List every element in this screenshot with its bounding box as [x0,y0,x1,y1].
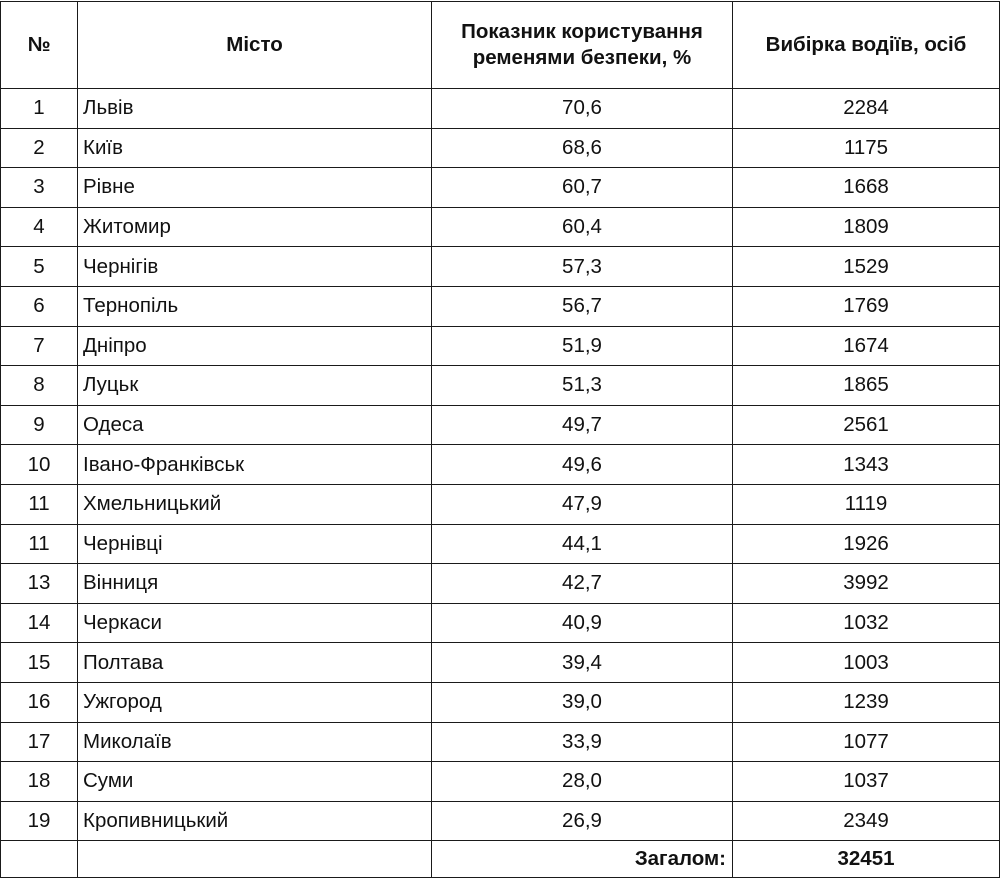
row-number: 1 [1,89,78,129]
sample-cell: 1926 [733,524,1000,564]
table-row [1,247,1000,287]
table-row [1,801,1000,841]
sample-cell: 1674 [733,326,1000,366]
sample-cell: 1077 [733,722,1000,762]
city-cell: Полтава [78,643,432,683]
rate-cell: 70,6 [432,89,733,129]
rate-cell: 44,1 [432,524,733,564]
rate-cell: 39,0 [432,682,733,722]
header-sample: Вибірка водіїв, осіб [733,2,1000,89]
row-number: 7 [1,326,78,366]
row-number: 13 [1,564,78,604]
sample-cell: 2349 [733,801,1000,841]
table-row [1,722,1000,762]
rate-cell: 47,9 [432,484,733,524]
table-row [1,564,1000,604]
city-cell: Львів [78,89,432,129]
header-num: № [1,2,78,89]
table-row [1,405,1000,445]
table-row [1,603,1000,643]
total-row [1,841,1000,878]
row-number: 5 [1,247,78,287]
rate-cell: 60,4 [432,207,733,247]
city-cell: Житомир [78,207,432,247]
table-row [1,643,1000,683]
city-cell: Ужгород [78,682,432,722]
city-cell: Чернігів [78,247,432,287]
sample-cell: 1003 [733,643,1000,683]
sample-cell: 1343 [733,445,1000,485]
rate-cell: 39,4 [432,643,733,683]
header-rate [432,2,733,89]
table-row [1,484,1000,524]
rate-cell: 68,6 [432,128,733,168]
row-number: 10 [1,445,78,485]
sample-cell: 3992 [733,564,1000,604]
rate-cell: 51,3 [432,366,733,406]
city-cell: Кропивницький [78,801,432,841]
rate-cell: 28,0 [432,762,733,802]
row-number: 9 [1,405,78,445]
sample-cell: 2561 [733,405,1000,445]
city-cell: Тернопіль [78,286,432,326]
city-cell: Луцьк [78,366,432,406]
city-cell: Суми [78,762,432,802]
row-number: 14 [1,603,78,643]
row-number: 2 [1,128,78,168]
header-row [1,2,1000,89]
row-number: 16 [1,682,78,722]
table-row [1,366,1000,406]
header-rate-line1: Показник користування [461,20,703,43]
total-empty-num [1,841,78,878]
row-number: 11 [1,484,78,524]
rate-cell: 49,7 [432,405,733,445]
total-value: 32451 [733,841,1000,878]
rate-cell: 40,9 [432,603,733,643]
rate-cell: 57,3 [432,247,733,287]
city-cell: Дніпро [78,326,432,366]
table-row [1,682,1000,722]
sample-cell: 1769 [733,286,1000,326]
table-row [1,89,1000,129]
header-city: Місто [78,2,432,89]
table-header [1,2,1000,89]
city-cell: Миколаїв [78,722,432,762]
total-label: Загалом: [432,841,733,878]
header-rate-line2: ременями безпеки, % [472,46,692,69]
rate-cell: 60,7 [432,168,733,208]
sample-cell: 1175 [733,128,1000,168]
row-number: 4 [1,207,78,247]
city-cell: Київ [78,128,432,168]
table-row [1,128,1000,168]
sample-cell: 1119 [733,484,1000,524]
sample-cell: 1865 [733,366,1000,406]
total-empty-city [78,841,432,878]
city-cell: Івано-Франківськ [78,445,432,485]
table-row [1,445,1000,485]
row-number: 18 [1,762,78,802]
seatbelt-usage-table [0,1,1000,878]
row-number: 17 [1,722,78,762]
city-cell: Вінниця [78,564,432,604]
row-number: 8 [1,366,78,406]
rate-cell: 49,6 [432,445,733,485]
row-number: 19 [1,801,78,841]
rate-cell: 56,7 [432,286,733,326]
city-cell: Рівне [78,168,432,208]
city-cell: Черкаси [78,603,432,643]
city-cell: Чернівці [78,524,432,564]
sample-cell: 1239 [733,682,1000,722]
table-row [1,326,1000,366]
rate-cell: 51,9 [432,326,733,366]
table-row [1,762,1000,802]
row-number: 6 [1,286,78,326]
sample-cell: 1037 [733,762,1000,802]
table-row [1,207,1000,247]
table-body [1,89,1000,878]
sample-cell: 1809 [733,207,1000,247]
rate-cell: 26,9 [432,801,733,841]
table-row [1,286,1000,326]
rate-cell: 42,7 [432,564,733,604]
row-number: 3 [1,168,78,208]
row-number: 11 [1,524,78,564]
rate-cell: 33,9 [432,722,733,762]
sample-cell: 1668 [733,168,1000,208]
city-cell: Одеса [78,405,432,445]
city-cell: Хмельницький [78,484,432,524]
table-row [1,524,1000,564]
table-row [1,168,1000,208]
sample-cell: 2284 [733,89,1000,129]
sample-cell: 1032 [733,603,1000,643]
sample-cell: 1529 [733,247,1000,287]
row-number: 15 [1,643,78,683]
